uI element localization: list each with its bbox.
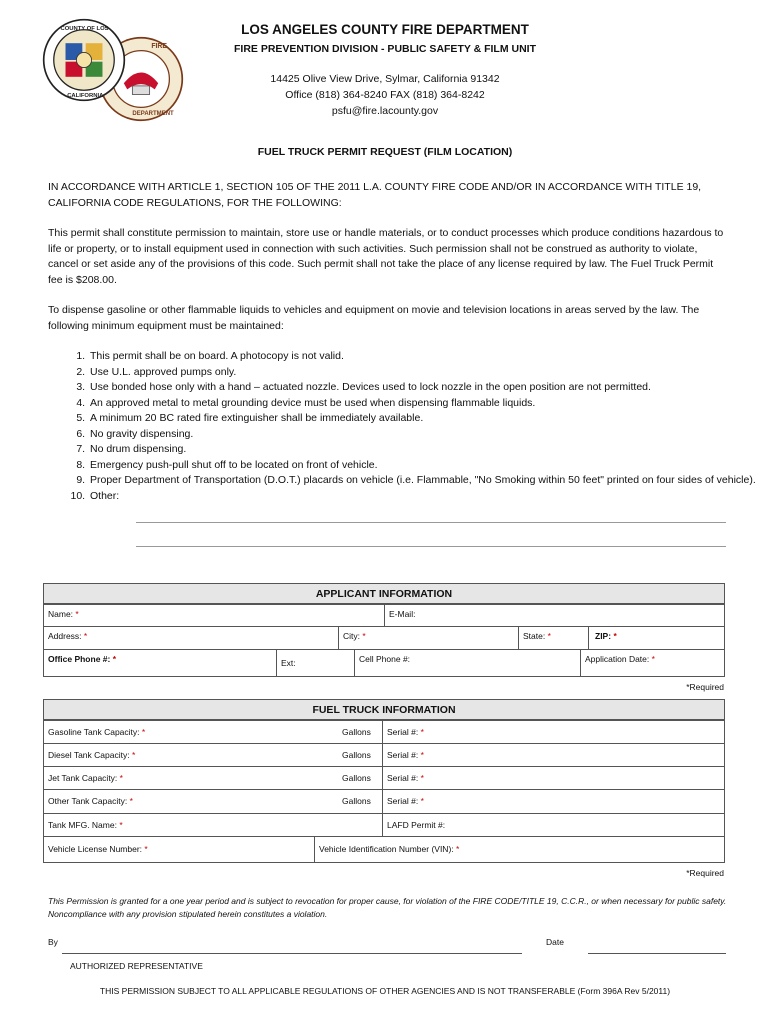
list-item: 8. Emergency push-pull shut off to be located on front of vehicle. xyxy=(88,458,768,474)
applicant-required-note: *Required xyxy=(686,682,724,692)
diesel-capacity-field[interactable]: Diesel Tank Capacity: * Gallons xyxy=(43,743,383,767)
permit-title: FUEL TRUCK PERMIT REQUEST (FILM LOCATION) xyxy=(257,146,513,158)
permission-disclaimer: This Permission is granted for a one year period and is subject to revocation for proper cause, for violation of the FIRE CODE/TITLE 19, C.C.R., or when necessary for public safety. Noncompliance with any provision stipulated herein constitutes a violation. xyxy=(48,896,727,919)
list-item: 5. A minimum 20 BC rated fire extinguisher shall be immediately available. xyxy=(88,411,768,427)
seal-dept-label: DEPARTMENT xyxy=(132,111,174,118)
vin-field[interactable]: Vehicle Identification Number (VIN): * xyxy=(314,836,725,863)
list-item: 6. No gravity dispensing. xyxy=(88,427,768,443)
list-item: 4. An approved metal to metal grounding device must be used when dispensing flammable liquids. xyxy=(88,396,768,412)
accordance-paragraph: IN ACCORDANCE WITH ARTICLE 1, SECTION 105 OF THE 2011 L.A. COUNTY FIRE CODE AND/OR IN ACCORDANCE WITH TITLE 19, CALIFORNIA CODE REGULATIONS, FOR THE FOLLOWING: xyxy=(48,181,702,209)
other-input-line-1[interactable] xyxy=(136,522,726,523)
list-item: 1. This permit shall be on board. A photocopy is not valid. xyxy=(88,349,768,365)
gasoline-capacity-field[interactable]: Gasoline Tank Capacity: * Gallons xyxy=(43,720,383,744)
lafd-permit-field[interactable]: LAFD Permit #: xyxy=(382,813,725,837)
ext-field[interactable]: Ext: xyxy=(276,649,355,677)
gallons-unit: Gallons xyxy=(342,727,371,737)
list-item: 2. Use U.L. approved pumps only. xyxy=(88,365,768,381)
signature-line[interactable] xyxy=(62,953,522,954)
other-input-line-2[interactable] xyxy=(136,546,726,547)
list-item: 10. Other: xyxy=(88,489,768,505)
seal-fire-label: FIRE xyxy=(151,43,167,51)
authorized-representative-label: AUTHORIZED REPRESENTATIVE xyxy=(70,961,203,971)
tank-mfg-field[interactable]: Tank MFG. Name: * xyxy=(43,813,383,837)
division-subtitle: FIRE PREVENTION DIVISION - PUBLIC SAFETY & FILM UNIT xyxy=(234,43,536,55)
svg-text:CALIFORNIA: CALIFORNIA xyxy=(67,92,104,99)
state-field[interactable]: State: * xyxy=(518,626,589,650)
permit-paragraph: This permit shall constitute permission to maintain, store use or handle materials, or to conduct processes which produce conditions hazardous to life or property, or to install equipment used in connection with such activities. Such permission shall not be construed as authority to violate, cancel or set aside any of the provisions of this code. Such permit shall not take the place of any license required by law. The Fuel Truck Permit fee is $208.00. xyxy=(48,227,724,286)
city-field[interactable]: City: * xyxy=(338,626,519,650)
vehicle-license-field[interactable]: Vehicle License Number: * xyxy=(43,836,315,863)
page-title: LOS ANGELES COUNTY FIRE DEPARTMENT xyxy=(241,22,529,37)
application-date-field[interactable]: Application Date: * xyxy=(580,649,725,677)
other-capacity-field[interactable]: Other Tank Capacity: * Gallons xyxy=(43,789,383,814)
list-item: 9. Proper Department of Transportation (D.O.T.) placards on vehicle (i.e. Flammable, "No Smoking within 50 feet" printed on four sides of vehicle). xyxy=(88,473,768,489)
address-line: 14425 Olive View Drive, Sylmar, California 91342 xyxy=(270,73,500,85)
list-item: 3. Use bonded hose only with a hand – actuated nozzle. Devices used to lock nozzle in the open position are not permitted. xyxy=(88,380,768,396)
office-phone-field[interactable]: Office Phone #: * xyxy=(43,649,277,677)
applicant-section-heading: APPLICANT INFORMATION xyxy=(43,583,725,604)
gallons-unit: Gallons xyxy=(342,796,371,806)
cell-phone-field[interactable]: Cell Phone #: xyxy=(354,649,581,677)
dispense-paragraph: To dispense gasoline or other flammable liquids to vehicles and equipment on movie and television locations in areas served by the law. The following minimum equipment must be maintained: xyxy=(48,304,700,332)
date-line[interactable] xyxy=(588,953,726,954)
email-field[interactable]: E-Mail: xyxy=(384,604,725,627)
list-item: 7. No drum dispensing. xyxy=(88,442,768,458)
truck-required-note: *Required xyxy=(686,868,724,878)
county-seal xyxy=(42,18,126,102)
footer-note: THIS PERMISSION SUBJECT TO ALL APPLICABLE REGULATIONS OF OTHER AGENCIES AND IS NOT TRANSFERABLE (Form 396A Rev 5/2011) xyxy=(99,986,671,996)
email-line: psfu@fire.lacounty.gov xyxy=(331,105,439,117)
name-field[interactable]: Name: * xyxy=(43,604,385,627)
diesel-serial-field[interactable]: Serial #: * xyxy=(382,743,725,767)
gallons-unit: Gallons xyxy=(342,773,371,783)
by-label: By xyxy=(48,937,58,947)
zip-field[interactable]: ZIP: * xyxy=(588,626,725,650)
jet-serial-field[interactable]: Serial #: * xyxy=(382,766,725,790)
address-field[interactable]: Address: * xyxy=(43,626,339,650)
truck-section-heading: FUEL TRUCK INFORMATION xyxy=(43,699,725,720)
phone-line: Office (818) 364-8240 FAX (818) 364-8242 xyxy=(285,89,485,101)
other-serial-field[interactable]: Serial #: * xyxy=(382,789,725,814)
requirements-list xyxy=(48,349,768,504)
jet-capacity-field[interactable]: Jet Tank Capacity: * Gallons xyxy=(43,766,383,790)
gallons-unit: Gallons xyxy=(342,750,371,760)
date-label: Date xyxy=(546,937,564,947)
gasoline-serial-field[interactable]: Serial #: * xyxy=(382,720,725,744)
svg-text:COUNTY OF LOS: COUNTY OF LOS xyxy=(60,25,109,32)
